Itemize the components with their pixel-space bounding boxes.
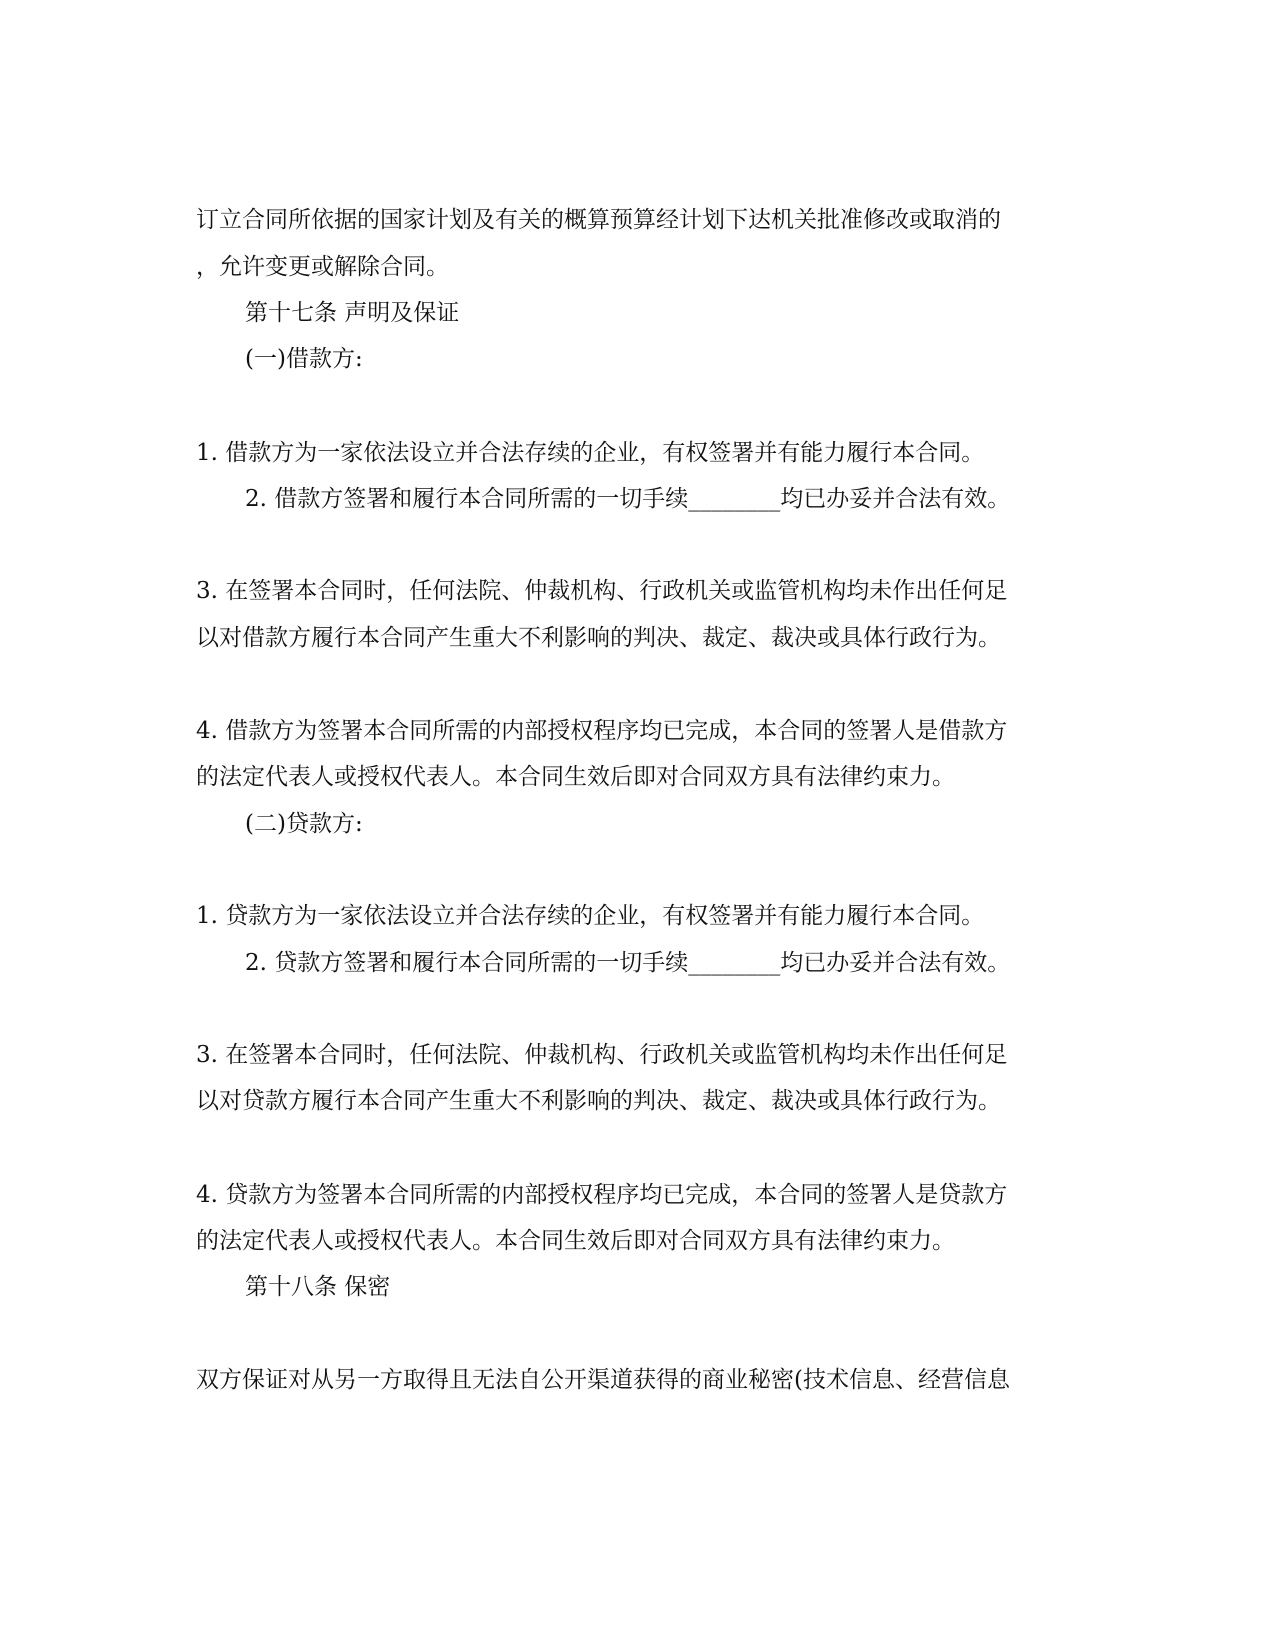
lender-item-3-line-2: 以对贷款方履行本合同产生重大不利影响的判决、裁定、裁决或具体行政行为。 [196,1088,1001,1114]
borrower-item-4-line-2: 的法定代表人或授权代表人。本合同生效后即对合同双方具有法律约束力。 [196,764,955,790]
lender-section-heading: (二)贷款方: [245,811,363,837]
article-18-heading: 第十八条 保密 [245,1274,391,1300]
lender-item-1: 1. 贷款方为一家依法设立并合法存续的企业，有权签署并有能力履行本合同。 [196,903,985,929]
borrower-section-heading: (一)借款方: [245,346,363,372]
borrower-item-1: 1. 借款方为一家依法设立并合法存续的企业，有权签署并有能力履行本合同。 [196,440,985,466]
confidentiality-paragraph-line: 双方保证对从另一方取得且无法自公开渠道获得的商业秘密(技术信息、经营信息 [196,1367,1010,1393]
lender-item-3-line-1: 3. 在签署本合同时，任何法院、仲裁机构、行政机关或监管机构均未作出任何足 [196,1042,1008,1068]
article-17-heading: 第十七条 声明及保证 [245,300,460,326]
borrower-item-4-line-1: 4. 借款方为签署本合同所需的内部授权程序均已完成，本合同的签署人是借款方 [196,718,1008,744]
borrower-item-2: 2. 借款方签署和履行本合同所需的一切手续________均已办妥并合法有效。 [245,486,1011,512]
borrower-item-3-line-2: 以对借款方履行本合同产生重大不利影响的判决、裁定、裁决或具体行政行为。 [196,625,1001,651]
borrower-item-3-line-1: 3. 在签署本合同时，任何法院、仲裁机构、行政机关或监管机构均未作出任何足 [196,578,1008,604]
lender-item-2: 2. 贷款方签署和履行本合同所需的一切手续________均已办妥并合法有效。 [245,950,1011,976]
paragraph-line: 订立合同所依据的国家计划及有关的概算预算经计划下达机关批准修改或取消的 [196,207,1001,233]
lender-item-4-line-1: 4. 贷款方为签署本合同所需的内部授权程序均已完成，本合同的签署人是贷款方 [196,1182,1008,1208]
lender-item-4-line-2: 的法定代表人或授权代表人。本合同生效后即对合同双方具有法律约束力。 [196,1228,955,1254]
paragraph-line: ，允许变更或解除合同。 [196,254,449,280]
